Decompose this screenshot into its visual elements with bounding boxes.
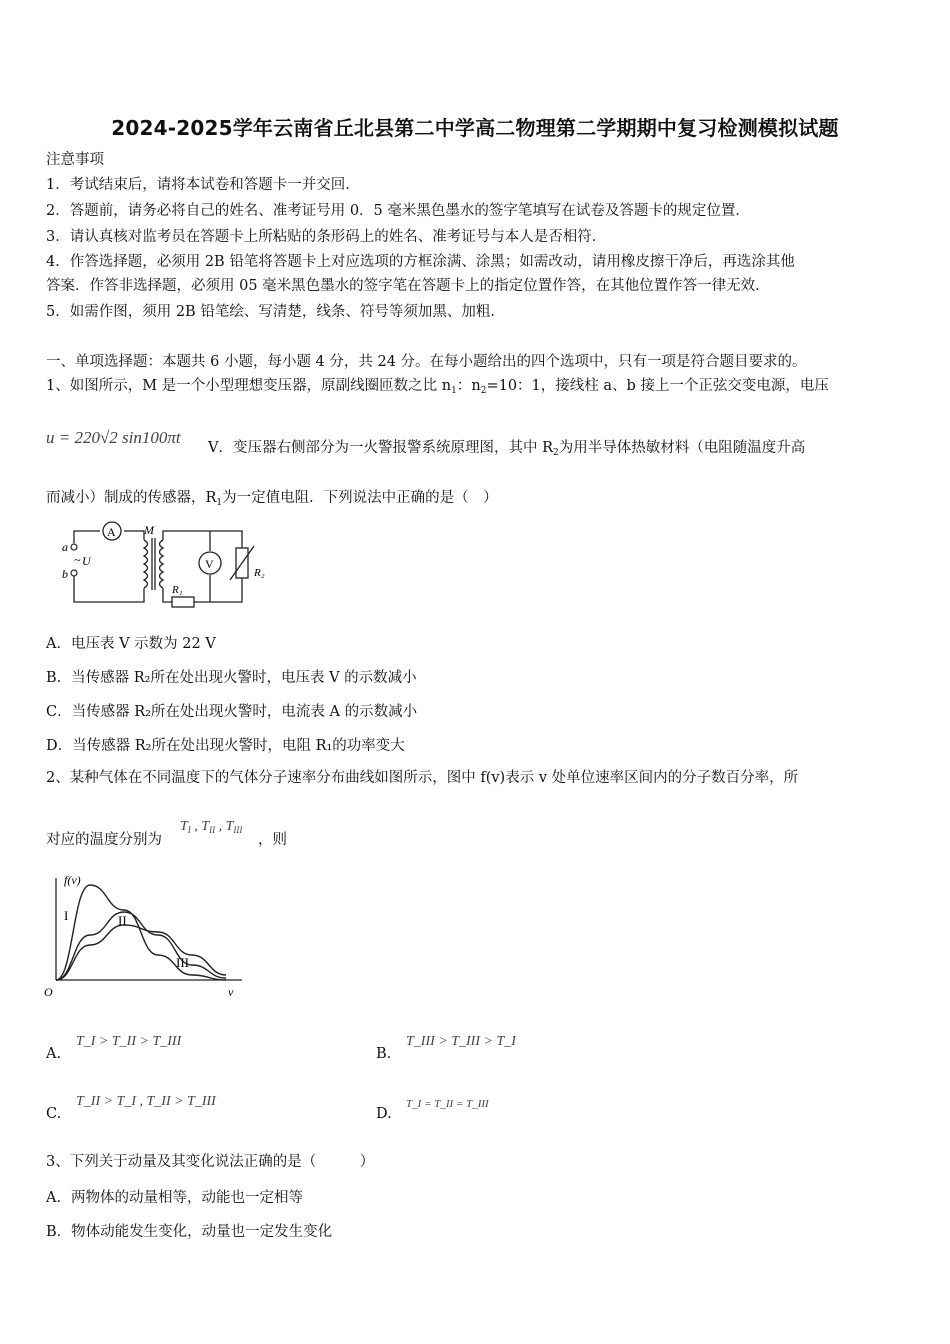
q1-option-c[interactable]: C．当传感器 R₂所在处出现火警时，电流表 A 的示数减小 [46, 704, 418, 720]
q2-option-a-expr[interactable]: T_I > T_II > T_III [76, 1034, 182, 1049]
notice-heading: 注意事项 [46, 152, 104, 168]
q1-option-a[interactable]: A．电压表 V 示数为 22 V [46, 636, 216, 652]
speed-distribution-chart [42, 870, 252, 1005]
q1-stem-line1: 1、如图所示，M 是一个小型理想变压器，原副线圈匝数之比 $n_1$：$n_2=10$：1，接线柱 a、b 接上一个正弦交变电源，电压 [46, 378, 829, 396]
notice-item: 4．作答选择题，必须用 2B 铅笔将答题卡上对应选项的方框涂满、涂黑；如需改动，请用橡皮擦干净后，再选涂其他 [46, 254, 795, 270]
q2-stem-line2: 对应的温度分别为 [46, 832, 162, 848]
svg-text:a: a [62, 540, 68, 554]
curve-label-iii: III [176, 955, 189, 970]
q2-stem-line1: 2、某种气体在不同温度下的气体分子速率分布曲线如图所示，图中 f(v)表示 v 处单位速率区间内的分子数百分率，所 [46, 770, 799, 786]
svg-text:U: U [82, 554, 91, 568]
svg-text:A: A [107, 525, 116, 539]
svg-text:b: b [62, 567, 68, 581]
svg-text:M: M [144, 523, 154, 537]
q1-formula: u = 220√2 sin100πt [46, 428, 181, 447]
notice-item: 答案．作答非选择题，必须用 05 毫米黑色墨水的签字笔在答题卡上的指定位置作答，在其他位置作答一律无效． [46, 278, 770, 294]
q2-option-d-letter[interactable]: D. [376, 1106, 392, 1122]
q1-option-b[interactable]: B．当传感器 R₂所在处出现火警时，电压表 V 的示数减小 [46, 670, 417, 686]
notice-item: 3．请认真核对监考员在答题卡上所粘贴的条形码上的姓名、准考证号与本人是否相符． [46, 229, 607, 245]
svg-text:~: ~ [74, 553, 81, 567]
svg-text:V: V [205, 557, 214, 571]
notice-item: 2．答题前，请务必将自己的姓名、准考证号用 0．5 毫米黑色墨水的签字笔填写在试卷及答题卡的规定位置． [46, 203, 750, 219]
x-axis-label: v [228, 985, 234, 999]
transformer-circuit-figure [60, 518, 280, 610]
notice-item: 1．考试结束后，请将本试卷和答题卡一并交回． [46, 177, 360, 193]
q1-stem-line2: V．变压器右侧部分为一火警报警系统原理图，其中 $R_2$为用半导体热敏材料（电阻随温度升高 [208, 440, 806, 458]
q2-option-b-expr[interactable]: T_III > T_III > T_I [406, 1034, 516, 1049]
q2-option-b-letter[interactable]: B. [376, 1046, 392, 1062]
y-axis-label: f(v) [64, 873, 81, 887]
q1-option-d[interactable]: D．当传感器 R₂所在处出现火警时，电阻 R₁的功率变大 [46, 738, 405, 754]
origin-label: O [44, 985, 53, 999]
q3-stem: 3、下列关于动量及其变化说法正确的是（ ） [46, 1154, 375, 1170]
curve-label-ii: II [118, 913, 127, 928]
svg-text:R₁: R₁ [172, 584, 183, 596]
q2-option-c-expr[interactable]: T_II > T_I , T_II > T_III [76, 1094, 216, 1109]
q2-temps: $T_I$ , $T_{II}$ , $T_{III}$ [180, 819, 243, 835]
q2-option-a-letter[interactable]: A. [46, 1046, 62, 1062]
q2-stem-end: ，则 [258, 832, 287, 848]
q1-stem-line3: 而减小）制成的传感器，$R_1$为一定值电阻．下列说法中正确的是（ ） [46, 490, 498, 508]
section-heading: 一、单项选择题：本题共 6 小题，每小题 4 分，共 24 分。在每小题给出的四个选项中，只有一项是符合题目要求的。 [46, 354, 807, 370]
curve-series-2 [56, 912, 226, 980]
q2-option-d-expr[interactable]: T_I = T_II = T_III [406, 1098, 489, 1110]
q3-option-a[interactable]: A．两物体的动量相等，动能也一定相等 [46, 1190, 303, 1206]
curve-label-i: I [64, 908, 69, 923]
notice-item: 5．如需作图，须用 2B 铅笔绘、写清楚，线条、符号等须加黑、加粗． [46, 304, 505, 320]
q3-option-b[interactable]: B．物体动能发生变化，动量也一定发生变化 [46, 1224, 333, 1240]
page-title: 2024-2025学年云南省丘北县第二中学高二物理第二学期期中复习检测模拟试题 [111, 116, 839, 140]
q2-option-c-letter[interactable]: C. [46, 1106, 62, 1122]
svg-text:R₂: R₂ [254, 567, 265, 579]
